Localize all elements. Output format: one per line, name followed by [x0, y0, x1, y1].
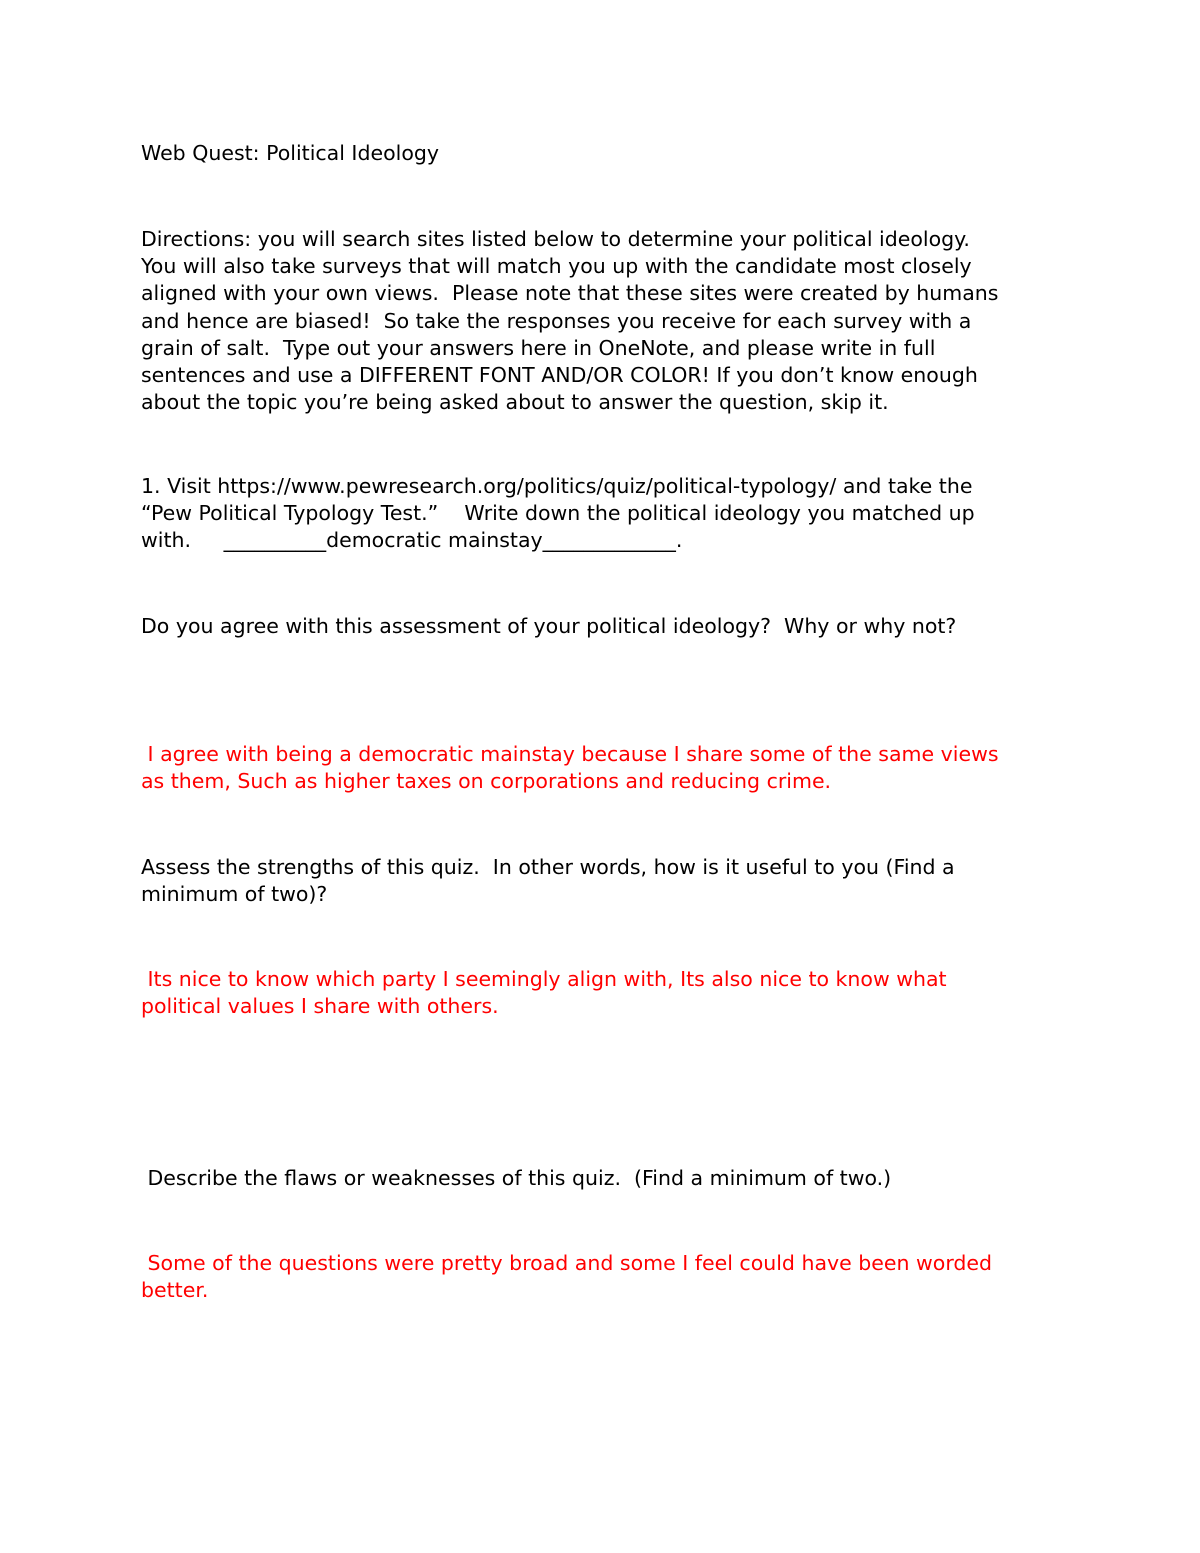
- question-flaws-text: Describe the flaws or weaknesses of this quiz. (Find a minimum of two.): [141, 1166, 892, 1190]
- question-1-line: with. __________democratic mainstay_____________.: [141, 528, 683, 553]
- answer-strengths: [141, 966, 1061, 1020]
- answer-flaws-line: Some of the questions were pretty broad and some I feel could have been worded: [141, 1251, 993, 1275]
- directions-line: sentences and use a DIFFERENT FONT AND/OR COLOR! If you don’t know enough: [141, 363, 978, 388]
- answer-strengths-line: political values I share with others.: [141, 994, 499, 1019]
- question-agree: [141, 613, 1061, 640]
- question-strengths: [141, 854, 1061, 908]
- answer-agree-line: I agree with being a democratic mainstay because I share some of the same views: [141, 742, 999, 766]
- directions-line: and hence are biased! So take the responses you receive for each survey with a: [141, 308, 972, 333]
- title-text: Web Quest: Political Ideology: [141, 141, 440, 165]
- question-strengths-line: minimum of two)?: [141, 882, 328, 907]
- directions-line: about the topic you’re being asked about to answer the question, skip it.: [141, 390, 889, 415]
- answer-agree-line: as them, Such as higher taxes on corporations and reducing crime.: [141, 769, 832, 794]
- question-flaws: [141, 1165, 1061, 1192]
- answer-agree: [141, 741, 1061, 795]
- question-1-line: 1. Visit https://www.pewresearch.org/politics/quiz/political-typology/ and take the: [141, 474, 973, 498]
- question-strengths-line: Assess the strengths of this quiz. In other words, how is it useful to you (Find a: [141, 855, 955, 879]
- document-title: [141, 140, 1061, 167]
- directions-line: grain of salt. Type out your answers here in OneNote, and please write in full: [141, 335, 936, 360]
- directions-line: You will also take surveys that will match you up with the candidate most closely: [141, 254, 972, 279]
- question-1-line: “Pew Political Typology Test.” Write down the political ideology you matched up: [141, 501, 975, 526]
- question-1: [141, 473, 1061, 555]
- question-agree-text: Do you agree with this assessment of your political ideology? Why or why not?: [141, 614, 957, 638]
- directions-paragraph: [141, 226, 1061, 416]
- answer-flaws: [141, 1250, 1061, 1304]
- answer-flaws-line: better.: [141, 1278, 209, 1303]
- answer-strengths-line: Its nice to know which party I seemingly align with, Its also nice to know what: [141, 967, 947, 991]
- directions-line: aligned with your own views. Please note that these sites were created by humans: [141, 281, 999, 306]
- directions-line: Directions: you will search sites listed below to determine your political ideology.: [141, 227, 970, 251]
